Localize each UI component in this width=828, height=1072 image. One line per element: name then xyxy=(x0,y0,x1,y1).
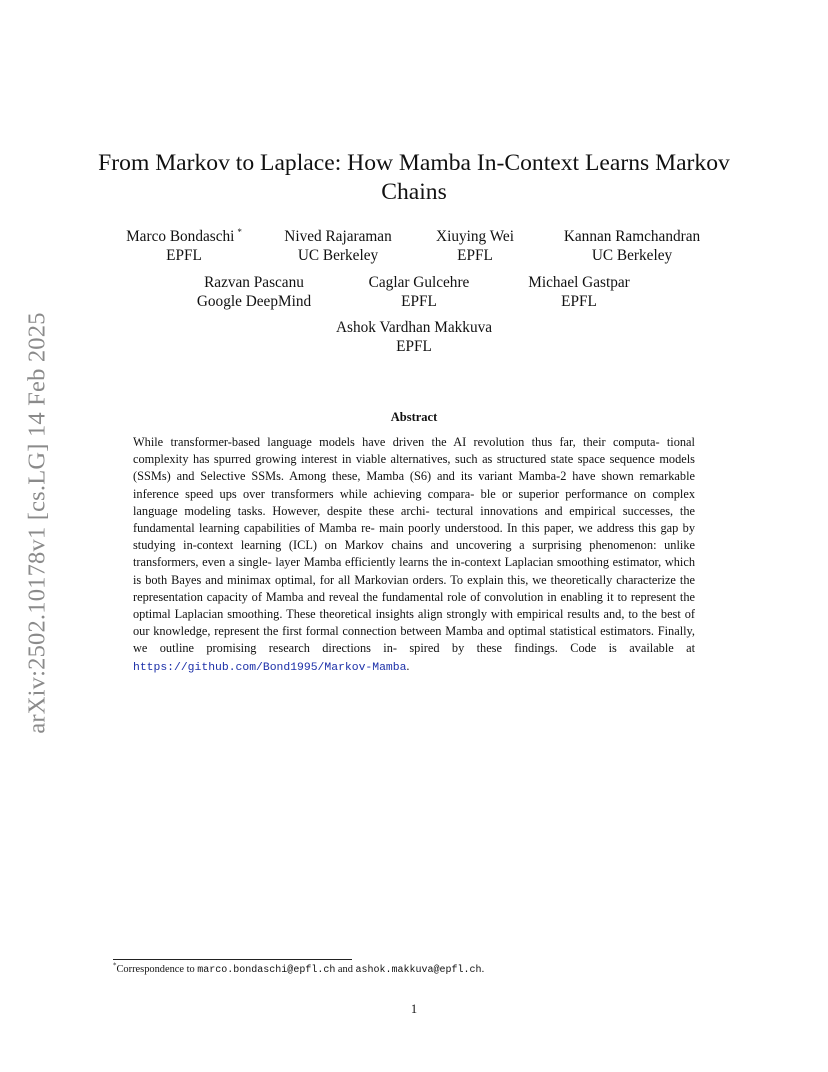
author-name: Marco Bondaschi * xyxy=(126,226,242,245)
abstract-line: it to represent the optimal Laplacian smoothing. These theoretical insights align strongly with xyxy=(133,589,695,622)
footnote-text: Correspondence to xyxy=(116,964,198,975)
abstract-line: on Markov chains and uncovering a surprising phenomenon: unlike transformers, even a single- xyxy=(133,538,695,570)
abstract-line: space sequence models (SSMs) and Selective SSMs. Among these, Mamba (S6) and its variant xyxy=(133,452,695,484)
author-block xyxy=(314,319,514,356)
email-address[interactable]: marco.bondaschi@epfl.ch xyxy=(197,965,336,976)
page-number: 1 xyxy=(410,1002,418,1016)
abstract-line: the representation capacity of Mamba and reveal the fundamental role of convolution in enabling xyxy=(133,572,695,604)
author-name: Kannan Ramchandran xyxy=(563,228,701,245)
email-address[interactable]: ashok.makkuva@epfl.ch xyxy=(355,965,482,976)
author-name: Caglar Gulcehre xyxy=(368,274,470,291)
author-affiliation: UC Berkeley xyxy=(591,246,673,264)
abstract-line: main poorly understood. In this paper, we address this gap by studying in-context learning (ICL) xyxy=(133,521,695,553)
author-affiliation: EPFL xyxy=(401,292,437,310)
code-repository-link[interactable]: https://github.com/Bond1995/Markov-Mamba xyxy=(133,661,407,674)
author-name: Michael Gastpar xyxy=(528,274,630,291)
author-affiliation: EPFL xyxy=(166,246,202,264)
author-block xyxy=(118,228,250,265)
footnote-divider xyxy=(113,959,352,960)
author-block xyxy=(551,228,713,265)
abstract-line: empirical results and, to the best of our knowledge, represent the first formal connection between xyxy=(133,607,695,639)
author-name: Xiuying Wei xyxy=(436,228,514,245)
author-affiliation: Google DeepMind xyxy=(196,292,312,310)
abstract-body xyxy=(133,434,695,677)
abstract-line-end: . xyxy=(406,658,410,673)
abstract-line: While transformer-based language models have driven the AI revolution thus far, their computa- xyxy=(133,435,660,449)
arxiv-identifier-text: arXiv:2502.10178v1 [cs.LG] 14 Feb 2025 xyxy=(24,312,52,734)
arxiv-identifier-stamp xyxy=(18,288,58,758)
author-name: Ashok Vardhan Makkuva xyxy=(335,319,493,336)
abstract-line: spired by these findings. Code is available at xyxy=(409,641,696,656)
abstract-line: Mamba and optimal statistical estimators. Finally, we outline promising research directions in- xyxy=(133,624,696,656)
author-affiliation: EPFL xyxy=(396,337,432,355)
abstract-line: tional complexity has spurred growing interest in viable alternatives, such as structured state xyxy=(133,435,695,467)
abstract-line: tectural innovations and empirical successes, the fundamental learning capabilities of Mamba re- xyxy=(133,503,695,536)
author-block xyxy=(354,274,484,311)
author-name: Nived Rajaraman xyxy=(284,228,392,245)
abstract-line: layer Mamba efficiently learns the in-context Laplacian smoothing estimator, which is both Bayes xyxy=(133,555,696,587)
author-block xyxy=(514,274,644,311)
footnote-text: and xyxy=(335,964,356,975)
author-affiliation: UC Berkeley xyxy=(297,246,379,264)
abstract-line: ble or superior performance on complex language modeling tasks. However, despite these archi- xyxy=(133,486,696,518)
footnote-text: . xyxy=(481,964,485,975)
author-block xyxy=(272,228,404,265)
abstract-line: and minimax optimal, for all Markovian orders. To explain this, we theoretically characterize xyxy=(205,572,676,587)
author-affiliation: EPFL xyxy=(457,246,493,264)
author-affiliation: EPFL xyxy=(561,292,597,310)
abstract-heading: Abstract xyxy=(390,410,438,424)
correspondence-footnote xyxy=(113,963,733,978)
footnote-marker: * xyxy=(113,961,117,970)
author-name: Razvan Pascanu xyxy=(204,274,304,291)
footnote-marker: * xyxy=(237,226,242,237)
author-block xyxy=(185,274,323,311)
paper-title: From Markov to Laplace: How Mamba In-Context Learns Markov Chains xyxy=(98,150,730,205)
abstract-line: Mamba-2 have shown remarkable inference speed ups over transformers while achieving compara- xyxy=(133,469,695,501)
author-block xyxy=(420,228,530,265)
